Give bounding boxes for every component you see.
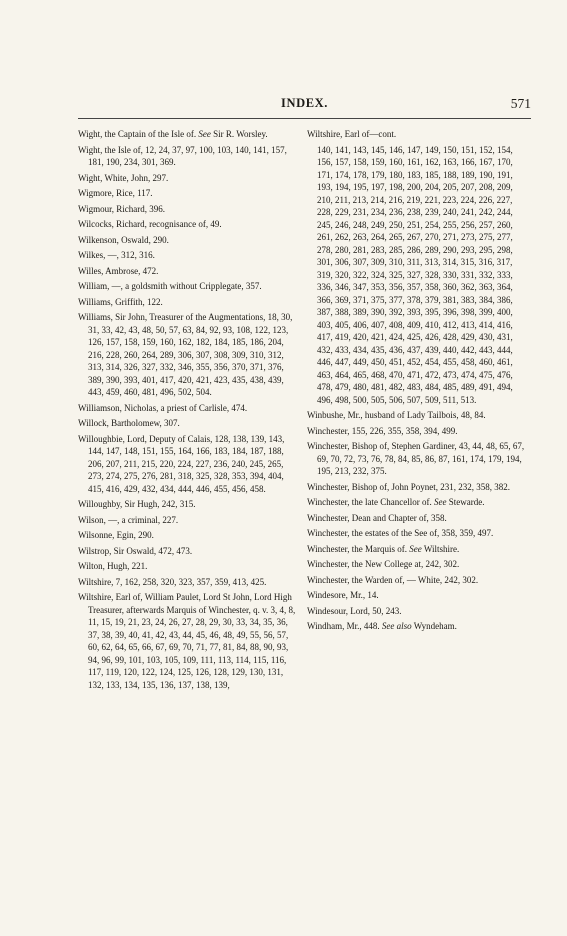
index-entry — [78, 218, 301, 231]
index-entry — [307, 425, 530, 438]
index-entry — [307, 543, 530, 556]
index-entry — [78, 265, 301, 278]
entry-text: Winchester, Dean and Chapter of, 358. — [307, 512, 447, 523]
index-entry — [307, 512, 530, 525]
index-entry — [307, 527, 530, 540]
see-reference: See — [409, 543, 422, 554]
entry-text: Winbushe, Mr., husband of Lady Tailbois, 48, 84. — [307, 410, 486, 420]
entry-text: Wilkes, —, 312, 316. — [78, 250, 155, 260]
index-entry — [78, 203, 301, 216]
index-entry — [78, 187, 301, 200]
header-rule — [78, 118, 531, 119]
index-entry — [78, 128, 301, 141]
entry-text: Wilton, Hugh, 221. — [78, 561, 148, 571]
entry-text: Winchester, Bishop of, Stephen Gardiner, 43, 44, 48, 65, 67, 69, 70, 72, 73, 76, 78, 84, 85, 86, 87, 161, 174, 179, 194, 195, 213, 232, 375. — [307, 441, 525, 476]
left-column — [78, 128, 301, 694]
entry-text: Wilsonne, Egin, 290. — [78, 530, 154, 540]
page-number: 571 — [510, 96, 531, 111]
entry-text: Wilcocks, Richard, recognisance of, 49. — [78, 219, 222, 229]
entry-text: Willock, Bartholomew, 307. — [78, 418, 180, 428]
entry-text: Windesour, Lord, 50, 243. — [307, 605, 402, 616]
index-entry — [78, 280, 301, 293]
entry-text: Winchester, Bishop of, John Poynet, 231, 232, 358, 382. — [307, 481, 511, 492]
index-entry — [78, 311, 301, 399]
entry-text: Winchester, the Marquis of. — [307, 543, 410, 554]
index-entry — [78, 498, 301, 511]
entry-text: Winchester, the late Chancellor of. — [307, 497, 434, 507]
page-title: INDEX. — [280, 96, 328, 110]
entry-text: Willes, Ambrose, 472. — [78, 265, 159, 276]
entry-text: Willoughby, Sir Hugh, 242, 315. — [78, 499, 196, 509]
entry-text: Winchester, the New College at, 242, 302. — [307, 559, 460, 569]
entry-text: Wilkenson, Oswald, 290. — [78, 234, 169, 245]
index-columns — [78, 128, 531, 694]
index-entry — [307, 589, 530, 602]
entry-text: Wilson, —, a criminal, 227. — [78, 514, 179, 525]
entry-text: Wiltshire, Earl of, William Paulet, Lord St John, Lord High Treasurer, afterwards Marquis of Winchester, q. v. 3, 4, 8, 11, 15, 19, 21, 23, 24, 26, 27, 28, 29, 30, 33, 34, 35, 36, 37, 38, 39, 40, 41, 42, 43, 44, 45, 46, 48, 49, 55, 56, 57, 60, 62, 64, 65, 66, 67, 69, 70, 71, 77, 81, 84, 88, 90, 93, 94, 96, 99, 101, 103, 105, 109, 111, 113, 114, 115, 116, 117, 119, 120, 122, 124, 125, 126, 128, 129, 130, 131, 132, 133, 134, 135, 136, 137, 138, 139, — [78, 592, 296, 690]
index-entry — [307, 440, 530, 478]
index-entry — [78, 514, 301, 527]
entry-text: Wight, White, John, 297. — [78, 172, 169, 183]
index-entry — [78, 591, 301, 691]
continued-entry-pages: 140, 141, 143, 145, 146, 147, 149, 150, 151, 152, 154, 156, 157, 158, 159, 160, 161, 162, 163, 166, 167, 170, 171, 174, 178, 179, 180, 183, 185, 188, 189, 190, 191, 193, 194, 195, 197, 198, 200, 204, 205, 207, 208, 209, 210, 211, 213, 214, 216, 219, 221, 223, 224, 226, 227, 228, 229, 231, 234, 236, 238, 239, 240, 241, 242, 244, 245, 246, 248, 249, 250, 251, 254, 255, 256, 257, 260, 261, 262, 263, 264, 265, 267, 270, 271, 273, 275, 277, 278, 280, 281, 283, 285, 286, 289, 290, 293, 295, 298, 301, 306, 307, 309, 310, 311, 313, 314, 315, 316, 317, 319, 320, 322, 324, 325, 327, 328, 330, 331, 332, 333, 336, 346, 347, 353, 356, 357, 358, 360, 362, 363, 364, 366, 369, 371, 375, 377, 378, 379, 381, 383, 384, 386, 387, 388, 389, 390, 392, 393, 395, 396, 398, 399, 400, 403, 405, 406, 407, 408, 409, 410, 412, 413, 414, 416, 417, 419, 420, 421, 424, 425, 426, 428, 429, 430, 431, 432, 433, 434, 435, 436, 437, 439, 440, 442, 443, 444, 446, 447, 449, 450, 451, 452, 454, 455, 458, 460, 461, 463, 464, 465, 468, 470, 471, 472, 473, 474, 475, 476, 478, 479, 480, 481, 482, 483, 484, 485, 489, 491, 494, 496, 498, 500, 505, 506, 507, 509, 511, 513. — [317, 144, 513, 405]
index-entry — [307, 605, 530, 618]
entry-text: Winchester, the Warden of, — White, 242, 302. — [307, 574, 479, 585]
index-entry — [307, 481, 530, 494]
entry-text: Wigmore, Rice, 117. — [78, 188, 153, 198]
entry-text: Williams, Griffith, 122. — [78, 296, 163, 307]
index-entry — [78, 417, 301, 430]
index-entry — [78, 234, 301, 247]
entry-text: Windesore, Mr., 14. — [307, 590, 379, 600]
entry-text: Wight, the Isle of, 12, 24, 37, 97, 100, 103, 140, 141, 157, 181, 190, 234, 301, 369. — [78, 144, 287, 167]
entry-text: Wilstrop, Sir Oswald, 472, 473. — [78, 545, 193, 556]
index-entry — [78, 402, 301, 415]
see-reference: See also — [381, 621, 412, 631]
continued-entry-heading: Wiltshire, Earl of—cont. — [307, 129, 397, 139]
index-entry — [78, 249, 301, 262]
index-entry — [78, 433, 301, 496]
index-entry — [307, 620, 530, 633]
entry-text: Windham, Mr., 448. — [307, 621, 382, 631]
index-entry — [78, 144, 301, 169]
entry-text: Wight, the Captain of the Isle of. — [78, 129, 199, 139]
see-target: Stewarde. — [446, 497, 485, 507]
entry-text: William, —, a goldsmith without Cripplegate, 357. — [78, 281, 262, 291]
index-entry — [78, 296, 301, 309]
see-target: Sir R. Worsley. — [210, 129, 268, 139]
entry-text: Winchester, 155, 226, 355, 358, 394, 499. — [307, 425, 458, 436]
entry-text: Wigmour, Richard, 396. — [78, 203, 166, 214]
index-entry — [307, 574, 530, 587]
see-target: Wiltshire. — [421, 543, 460, 554]
index-entry — [78, 560, 301, 573]
index-entry — [78, 545, 301, 558]
page-header — [78, 96, 531, 112]
see-target: Wyndeham. — [411, 621, 457, 631]
right-column — [307, 128, 530, 694]
index-entry — [78, 576, 301, 589]
see-reference: See — [198, 129, 211, 139]
index-entry — [307, 496, 530, 509]
entry-text: Wiltshire, 7, 162, 258, 320, 323, 357, 359, 413, 425. — [78, 576, 267, 587]
index-entry — [307, 409, 530, 422]
index-entry — [78, 529, 301, 542]
entry-text: Williams, Sir John, Treasurer of the Augmentations, 18, 30, 31, 33, 42, 43, 48, 50, 57, 63, 84, 92, 93, 108, 122, 123, 126, 157, 158, 159, 160, 162, 182, 184, 185, 186, 204, 216, 228, 260, 264, 289, 306, 307, 308, 309, 310, 312, 313, 314, 326, 327, 332, 346, 355, 356, 370, 371, 376, 389, 390, 393, 401, 417, 420, 421, 423, 435, 438, 439, 443, 459, 460, 481, 496, 502, 504. — [78, 312, 293, 397]
entry-text: Winchester, the estates of the See of, 358, 359, 497. — [307, 528, 494, 538]
index-entry — [307, 558, 530, 571]
entry-text: Willoughbie, Lord, Deputy of Calais, 128, 138, 139, 143, 144, 147, 148, 151, 155, 164, 166, 183, 184, 187, 188, 206, 207, 211, 215, 220, 224, 227, 236, 240, 245, 265, 273, 274, 275, 276, 281, 318, 325, 328, 353, 394, 404, 415, 416, 429, 432, 434, 444, 446, 455, 456, 458. — [78, 433, 285, 494]
index-entry — [78, 172, 301, 185]
see-reference: See — [433, 497, 447, 507]
entry-text: Williamson, Nicholas, a priest of Carlisle, 474. — [78, 402, 248, 413]
